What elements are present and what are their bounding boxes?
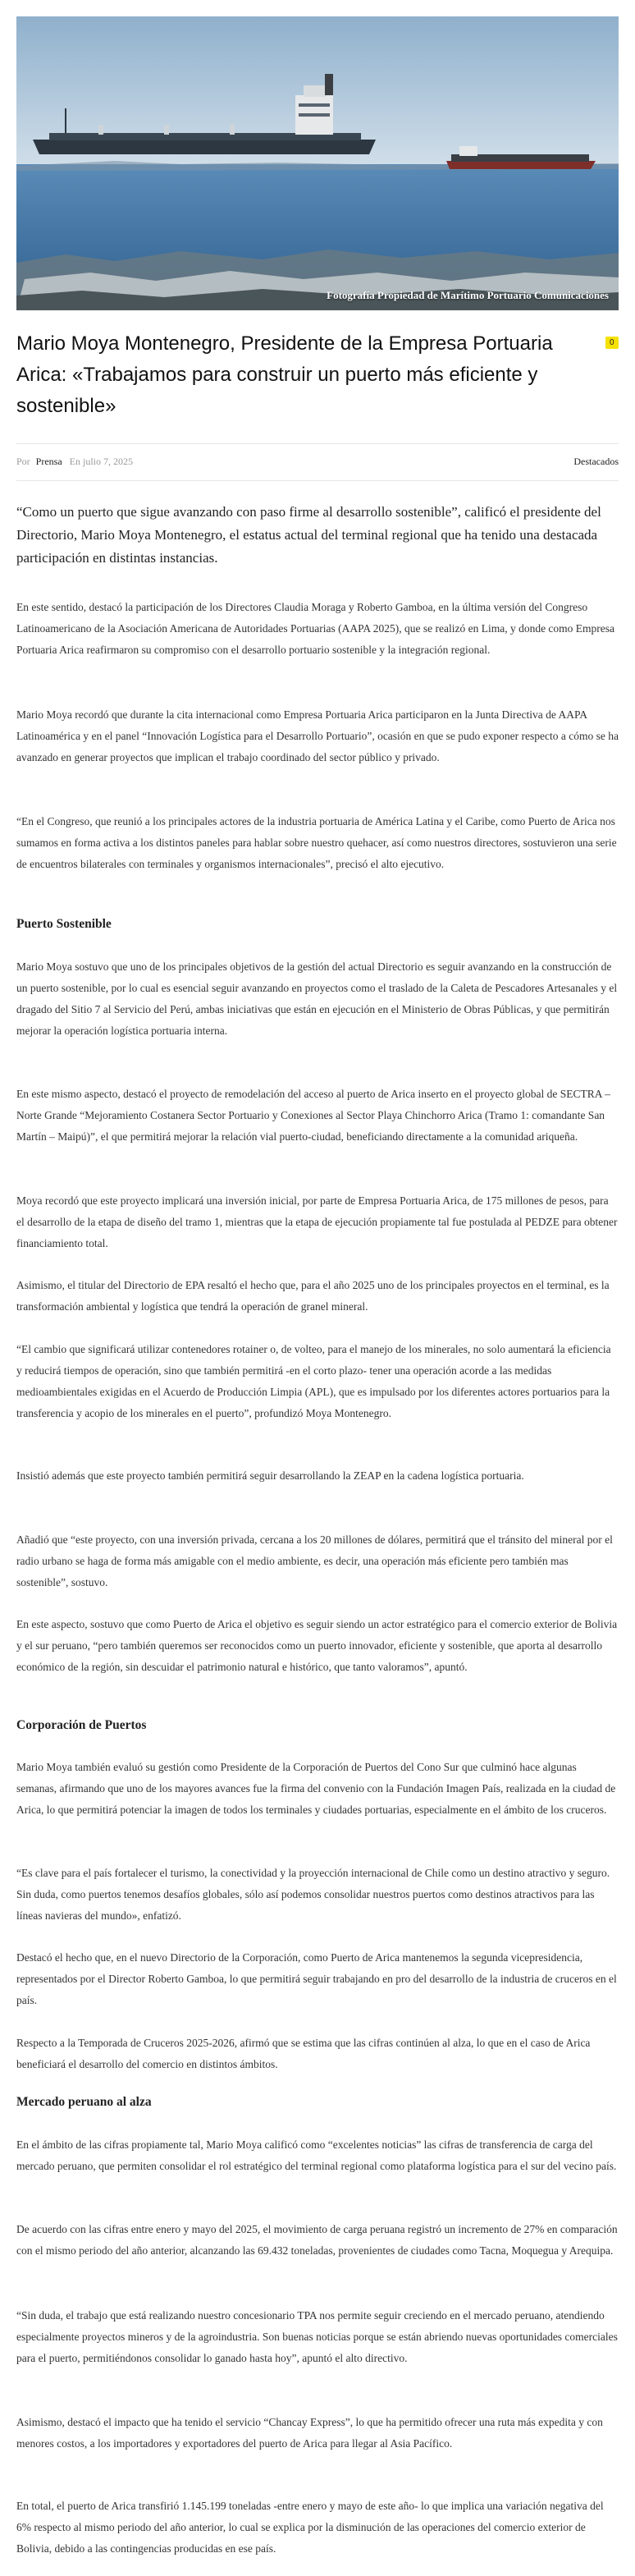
article-title: Mario Moya Montenegro, Presidente de la Empresa Portuaria Arica: «Trabajamos para construir un puerto más eficiente y sostenible» xyxy=(16,332,553,417)
paragraph: Destacó el hecho que, en el nuevo Directorio de la Corporación, como Puerto de Arica mantenemos la segunda vicepresidencia, representados por el Director Roberto Gamboa, lo que permitirá seguir trabajando en pro del desarrollo de la industria de cruceros en el país. xyxy=(16,1951,617,2006)
category-link[interactable]: Destacados xyxy=(573,456,619,467)
section-heading: Mercado peruano al alza xyxy=(16,2095,152,2109)
paragraph: Mario Moya también evaluó su gestión como Presidente de la Corporación de Puertos del Cono Sur que culminó hace algunas semanas, afirmando que uno de los mayores avances fue la firma del convenio con la Fundación Imagen País, realizada en la ciudad de Arica, lo que permitirá potenciar la imagen de todos los terminales y ciudades portuarias, especialmente en el ámbito de los cruceros. xyxy=(16,1761,616,1816)
hero-photo xyxy=(16,16,619,310)
paragraph: Mario Moya sostuvo que uno de los principales objetivos de la gestión del actual Directorio es seguir avanzando en la construcción de un puerto sostenible, por lo cual es esencial seguir avanzando en proyectos como el traslado de la Caleta de Pescadores Artesanales y el dragado del Sitio 7 al Servicio del Perú, ambas iniciativas que están en ejecución en el Ministerio de Obras Públicas, y que permitirán mejorar la operación logística portuaria interna. xyxy=(16,960,618,1037)
paragraph: En este sentido, destacó la participación de los Directores Claudia Moraga y Roberto Gamboa, en la última versión del Congreso Latinoamericano de la Asociación Americana de Autoridades Portuarias (AAPA 2025), que se realizó en Lima, y donde como Empresa Portuaria Arica reafirmaron su compromiso con el desarrollo portuario sostenible y la integración regional. xyxy=(16,601,615,656)
paragraph: Mario Moya recordó que durante la cita internacional como Empresa Portuaria Arica participaron en la Junta Directiva de AAPA Latinoamérica y en el panel “Innovación Logística para el Desarrollo Portuario”, ocasión en que se pudo exponer respecto a cómo se ha avanzado en generar proyectos que implican el trabajo coordinado del sector público y privado. xyxy=(16,708,619,763)
paragraph: “Sin duda, el trabajo que está realizando nuestro concesionario TPA nos permite seguir creciendo en el mercado peruano, atendiendo especialmente proyectos mineros y de la agroindustria. Son buenas noticias porque se están abriendo nuevas oportunidades comerciales para el puerto, permitiéndonos consolidar lo ganado hasta hoy”, apuntó el alto directivo. xyxy=(16,2309,618,2364)
paragraph: “El cambio que significará utilizar contenedores rotainer o, de volteo, para el manejo de los minerales, no solo aumentará la eficiencia y reducirá tiempos de operación, sino que también permitirá -en el corto plazo- tener una operación acorde a las medidas medioambientales exigidas en el Acuerdo de Producción Limpia (APL), que es impulsado por los diferentes actores portuarios para la transferencia y acopio de los minerales en el puerto”, profundizó Moya Montenegro. xyxy=(16,1343,611,1419)
author-link[interactable]: Prensa xyxy=(35,456,62,467)
photo-caption: Fotografía Propiedad de Marítimo Portuario Comunicaciones xyxy=(327,289,609,301)
comment-count-badge[interactable]: 0 xyxy=(605,337,619,349)
paragraph: De acuerdo con las cifras entre enero y mayo del 2025, el movimiento de carga peruana registró un incremento de 27% en comparación con el mismo periodo del año anterior, alcanzando las 69.432 toneladas, provenientes de ciudades como Tacna, Moquegua y Arequipa. xyxy=(16,2223,618,2257)
paragraph: En total, el puerto de Arica transfirió 1.145.199 toneladas -entre enero y mayo de este año- lo que implica una variación negativa del 6% respecto al mismo periodo del año anterior, lo cual se explica por la disminución de las operaciones del comercio exterior de Bolivia, debido a las contingencias producidas en ese país. xyxy=(16,2500,604,2555)
paragraph: En este aspecto, sostuvo que como Puerto de Arica el objetivo es seguir siendo un actor estratégico para el comercio exterior de Bolivia y el sur peruano, “pero también queremos ser reconocidos como un puerto innovador, eficiente y sostenible, que aporta al desarrollo económico de la región, sin descuidar el patrimonio natural e histórico, que tanto valoramos”, apuntó. xyxy=(16,1618,618,1673)
paragraph: “En el Congreso, que reunió a los principales actores de la industria portuaria de América Latina y el Caribe, como Puerto de Arica nos sumamos en forma activa a los distintos paneles para hablar sobre nuestro quehacer, así como nuestros directores, sostuvieron una serie de encuentros bilaterales con terminales y organismos internacionales”, precisó el alto ejecutivo. xyxy=(16,815,617,870)
paragraph: Insistió además que este proyecto también permitirá seguir desarrollando la ZEAP en la cadena logística portuaria. xyxy=(16,1469,524,1482)
section-heading: Corporación de Puertos xyxy=(16,1718,147,1732)
divider xyxy=(16,480,619,481)
byline-prefix: Por xyxy=(16,456,30,467)
paragraph: Asimismo, el titular del Directorio de EPA resaltó el hecho que, para el año 2025 uno de los principales proyectos en el terminal, es la transformación ambiental y logística que tendrá la operación de granel mineral. xyxy=(16,1279,610,1313)
paragraph: En este mismo aspecto, destacó el proyecto de remodelación del acceso al puerto de Arica inserto en el proyecto global de SECTRA – Norte Grande “Mejoramiento Costanera Sector Portuario y Conexiones al Sector Playa Chinchorro Arica (Tramo 1: comandante San Martín – Maipú)”, el que permitirá mejorar la relación vial puerto-ciudad, beneficiando directamente a la comunidad ariqueña. xyxy=(16,1088,610,1143)
hero-photo-illustration xyxy=(16,16,619,310)
paragraph: Asimismo, destacó el impacto que ha tenido el servicio “Chancay Express”, lo que ha permitido ofrecer una ruta más expedita y con menores costos, a los importadores y exportadores del puerto de Arica para llegar al Asia Pacífico. xyxy=(16,2416,603,2450)
article-meta xyxy=(16,456,619,474)
article-lead: “Como un puerto que sigue avanzando con paso firme al desarrollo sostenible”, calificó el presidente del Directorio, Mario Moya Montenegro, el estatus actual del terminal regional que ha tenido una destacada participación en distintas instancias. xyxy=(16,504,601,566)
section-heading: Puerto Sostenible xyxy=(16,917,112,931)
paragraph: Moya recordó que este proyecto implicará una inversión inicial, por parte de Empresa Portuaria Arica, de 175 millones de pesos, para el desarrollo de la etapa de diseño del tramo 1, mientras que la etapa de ejecución propiamente tal fue postulada al PEDZE para obtener financiamiento total. xyxy=(16,1194,618,1249)
paragraph: Añadió que “este proyecto, con una inversión privada, cercana a los 20 millones de dólares, permitirá que el tránsito del mineral por el radio urbano se haga de forma más amigable con el medio ambiente, es decir, una operación más eficiente pero también mas sostenible”, sostuvo. xyxy=(16,1533,613,1588)
paragraph: Respecto a la Temporada de Cruceros 2025-2026, afirmó que se estima que las cifras continúen al alza, lo que en el caso de Arica beneficiará el desarrollo del comercio en distintos ámbitos. xyxy=(16,2037,591,2070)
paragraph: En el ámbito de las cifras propiamente tal, Mario Moya calificó como “excelentes noticias” las cifras de transferencia de carga del mercado peruano, que permiten consolidar el rol estratégico del terminal regional como plataforma logística para el sur del vecino país. xyxy=(16,2138,617,2172)
divider xyxy=(16,443,619,444)
publish-date: En julio 7, 2025 xyxy=(69,456,134,467)
paragraph: “Es clave para el país fortalecer el turismo, la conectividad y la proyección internacional de Chile como un destino atractivo y seguro. Sin duda, como puertos tenemos desafíos globales, sólo así podemos consolidar nuestros puertos como destinos atractivos para las líneas navieras del mundo», enfatizó. xyxy=(16,1867,610,1922)
